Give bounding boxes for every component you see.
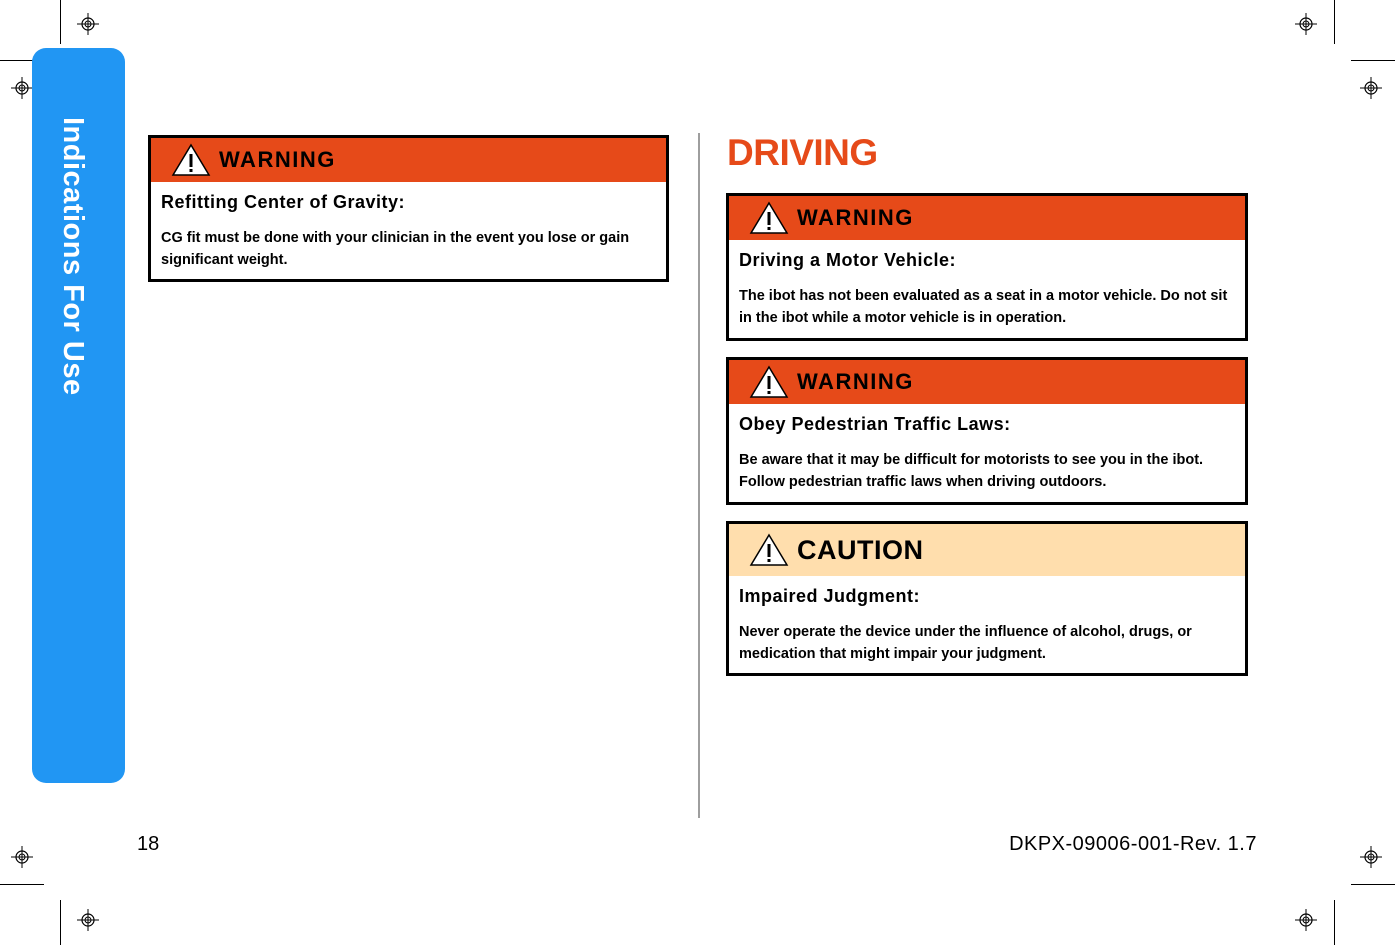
- registration-mark-icon: [77, 909, 99, 931]
- registration-mark-icon: [1360, 846, 1382, 868]
- caution-triangle-icon: [749, 533, 789, 567]
- warning-triangle-icon: [749, 201, 789, 235]
- registration-mark-icon: [1295, 909, 1317, 931]
- side-tab-label: Indications For Use: [57, 117, 89, 396]
- column-divider: [698, 133, 700, 818]
- warning-body: [729, 404, 1245, 501]
- section-title: DRIVING: [727, 132, 878, 173]
- caution-header: [729, 524, 1245, 576]
- warning-body: [729, 240, 1245, 337]
- registration-mark-icon: [1295, 13, 1317, 35]
- caution-box-impaired-judgment: [726, 521, 1248, 676]
- warning-header: [151, 138, 666, 182]
- page-number: 18: [137, 833, 160, 855]
- warning-label: WARNING: [797, 369, 914, 394]
- warning-text: The ibot has not been evaluated as a seat in a motor vehicle. Do not sit in the ibot while a motor vehicle is in operation.: [739, 288, 1228, 326]
- caution-subtitle: Impaired Judgment:: [739, 586, 921, 606]
- crop-mark: [60, 900, 61, 945]
- warning-label: WARNING: [797, 205, 914, 230]
- warning-header: [729, 196, 1245, 240]
- warning-box-center-of-gravity: [148, 135, 669, 282]
- warning-text: CG fit must be done with your clinician in the event you lose or gain significant weight.: [161, 230, 630, 268]
- document-id: DKPX-09006-001-Rev. 1.7: [1009, 833, 1257, 855]
- warning-box-pedestrian-laws: [726, 357, 1248, 505]
- warning-label: WARNING: [219, 147, 336, 172]
- warning-box-motor-vehicle: [726, 193, 1248, 341]
- crop-mark: [60, 0, 61, 44]
- warning-subtitle: Driving a Motor Vehicle:: [739, 250, 957, 270]
- crop-mark: [1334, 900, 1335, 945]
- registration-mark-icon: [1360, 77, 1382, 99]
- warning-triangle-icon: [171, 143, 211, 177]
- warning-subtitle: Obey Pedestrian Traffic Laws:: [739, 414, 1011, 434]
- crop-mark: [1351, 884, 1395, 885]
- crop-mark: [1351, 60, 1395, 61]
- crop-mark: [1334, 0, 1335, 44]
- caution-text: Never operate the device under the influence of alcohol, drugs, or medication that might impair your judgment.: [739, 624, 1192, 662]
- caution-body: [729, 576, 1245, 673]
- crop-mark: [0, 884, 44, 885]
- warning-triangle-icon: [749, 365, 789, 399]
- warning-subtitle: Refitting Center of Gravity:: [161, 192, 406, 212]
- warning-body: [151, 182, 666, 279]
- warning-text: Be aware that it may be difficult for motorists to see you in the ibot. Follow pedestrian traffic laws when driving outdoors.: [739, 452, 1204, 490]
- registration-mark-icon: [11, 846, 33, 868]
- warning-header: [729, 360, 1245, 404]
- caution-label: CAUTION: [797, 534, 924, 565]
- registration-mark-icon: [77, 13, 99, 35]
- registration-mark-icon: [11, 77, 33, 99]
